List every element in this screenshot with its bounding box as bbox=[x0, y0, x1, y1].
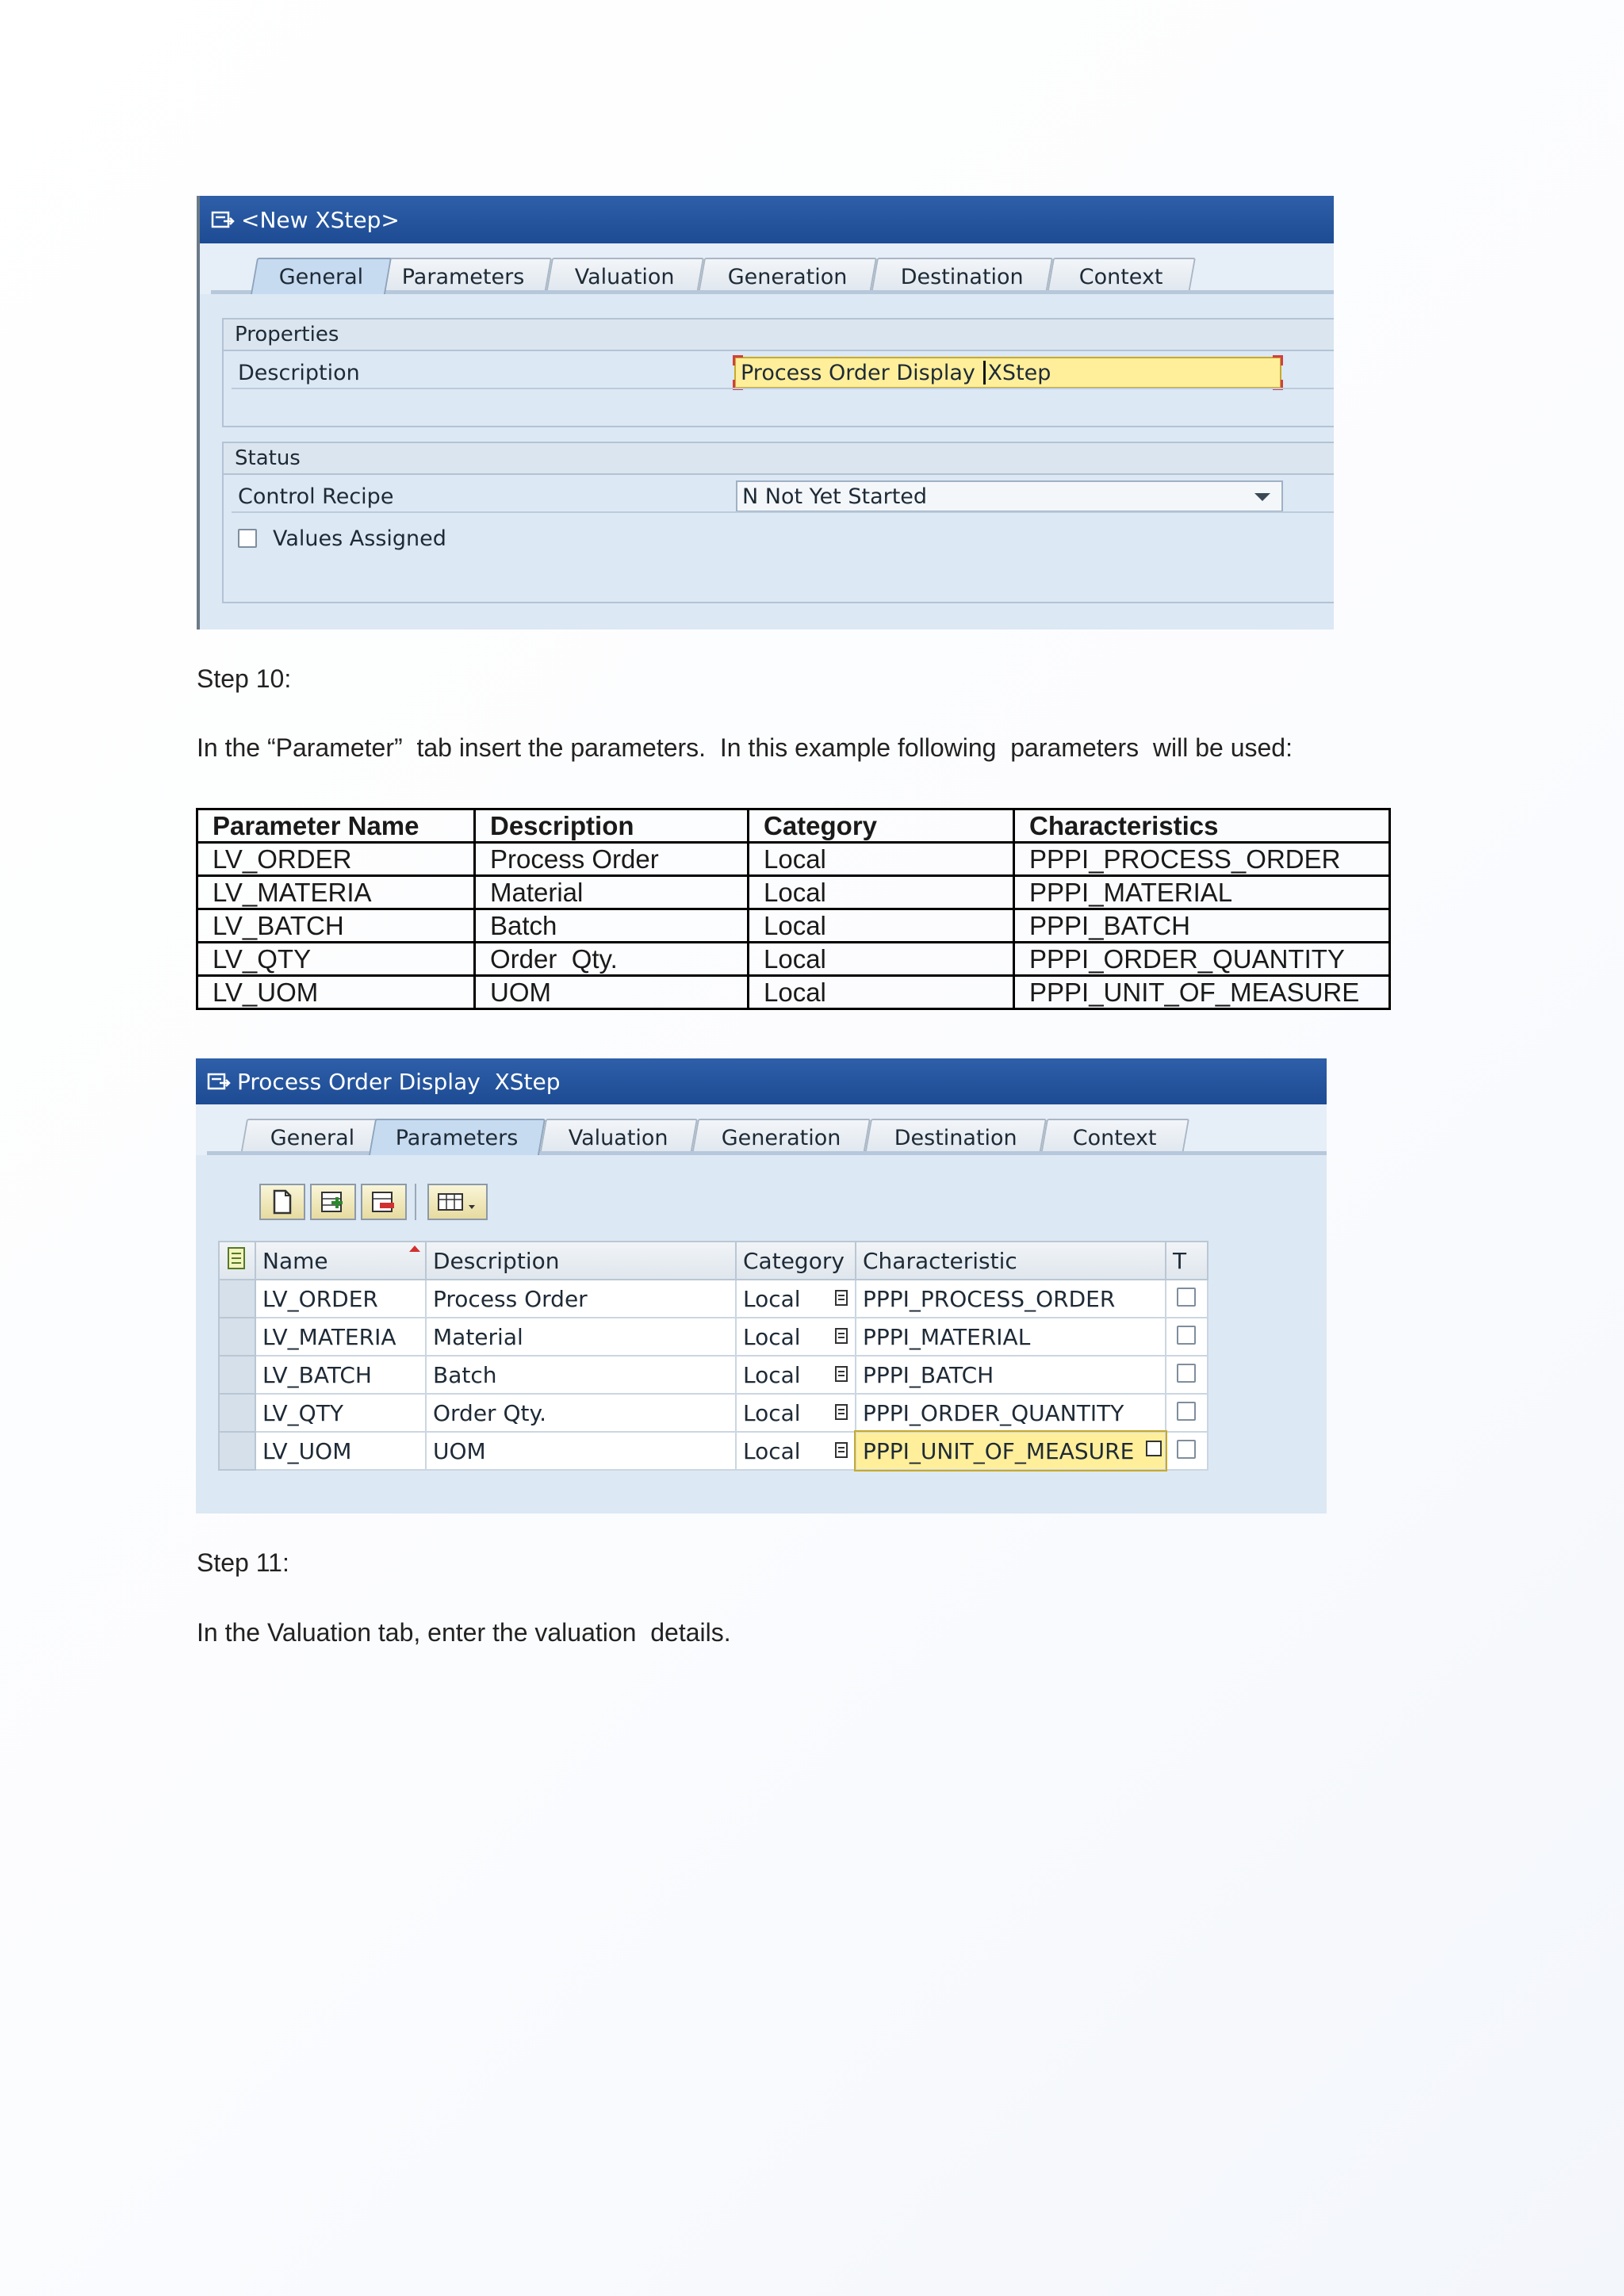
row-selector[interactable] bbox=[219, 1280, 255, 1318]
cell-characteristics: PPPI_UNIT_OF_MEASURE bbox=[1014, 976, 1390, 1009]
table-toolbar bbox=[259, 1184, 488, 1220]
cell-description[interactable]: UOM bbox=[426, 1432, 736, 1470]
row-selector[interactable] bbox=[219, 1394, 255, 1432]
category-value: Local bbox=[743, 1437, 801, 1464]
category-value: Local bbox=[743, 1285, 801, 1312]
status-group bbox=[222, 442, 1334, 603]
column-header-description[interactable]: Description bbox=[426, 1242, 736, 1280]
xstep-parameters-screenshot bbox=[196, 1058, 1327, 1513]
t-checkbox[interactable] bbox=[1177, 1402, 1196, 1421]
cell-category[interactable] bbox=[736, 1318, 856, 1356]
table-row bbox=[219, 1280, 1208, 1318]
table-row bbox=[197, 909, 1390, 943]
cell-description: Batch bbox=[475, 909, 749, 943]
window-title: <New XStep> bbox=[241, 206, 400, 233]
characteristic-value: PPPI_UNIT_OF_MEASURE bbox=[863, 1437, 1135, 1464]
new-row-button[interactable] bbox=[259, 1184, 305, 1220]
value-help-icon[interactable] bbox=[834, 1441, 848, 1459]
cell-category[interactable] bbox=[736, 1356, 856, 1394]
display-change-icon bbox=[211, 210, 235, 229]
value-help-icon[interactable] bbox=[834, 1365, 848, 1383]
cell-parameter-name: LV_UOM bbox=[197, 976, 475, 1009]
cell-description: Process Order bbox=[475, 843, 749, 876]
row-selector[interactable] bbox=[219, 1356, 255, 1394]
t-checkbox[interactable] bbox=[1177, 1326, 1196, 1345]
cell-parameter-name: LV_ORDER bbox=[197, 843, 475, 876]
header-category: Category bbox=[749, 809, 1014, 843]
window-titlebar bbox=[200, 196, 1334, 243]
cell-category: Local bbox=[749, 843, 1014, 876]
xstep-general-screenshot bbox=[197, 196, 1334, 629]
header-parameter-name: Parameter Name bbox=[197, 809, 475, 843]
description-text-before-cursor: Process Order Display bbox=[741, 360, 982, 385]
cell-characteristic[interactable]: PPPI_BATCH bbox=[856, 1356, 1166, 1394]
cell-parameter-name: LV_BATCH bbox=[197, 909, 475, 943]
tab-destination[interactable]: Destination bbox=[864, 1119, 1047, 1155]
delete-row-icon bbox=[370, 1189, 397, 1215]
delete-row-button[interactable] bbox=[361, 1184, 407, 1220]
status-group-title: Status bbox=[224, 443, 1334, 475]
step-10-text: In the “Parameter” tab insert the parameters. In this example following parameters will be used: bbox=[197, 733, 1293, 762]
cell-characteristic-active[interactable] bbox=[856, 1432, 1166, 1470]
cell-name[interactable]: LV_ORDER bbox=[255, 1280, 426, 1318]
cell-characteristic[interactable]: PPPI_PROCESS_ORDER bbox=[856, 1280, 1166, 1318]
tab-valuation[interactable]: Valuation bbox=[539, 1119, 698, 1155]
cell-description[interactable]: Process Order bbox=[426, 1280, 736, 1318]
control-recipe-dropdown[interactable] bbox=[736, 480, 1283, 512]
properties-group-title: Properties bbox=[224, 320, 1334, 351]
tab-parameters[interactable]: Parameters bbox=[375, 258, 552, 294]
cell-description[interactable]: Material bbox=[426, 1318, 736, 1356]
row-selector[interactable] bbox=[219, 1318, 255, 1356]
column-header-name[interactable] bbox=[255, 1242, 426, 1280]
tab-generation[interactable]: Generation bbox=[691, 1119, 871, 1155]
cell-name[interactable]: LV_UOM bbox=[255, 1432, 426, 1470]
tab-general[interactable]: General bbox=[240, 1119, 385, 1155]
cell-description: UOM bbox=[475, 976, 749, 1009]
column-header-t[interactable]: T bbox=[1166, 1242, 1208, 1280]
values-assigned-label: Values Assigned bbox=[273, 526, 446, 551]
value-help-icon[interactable] bbox=[834, 1289, 848, 1307]
general-tab-body bbox=[211, 294, 1334, 629]
cell-name[interactable]: LV_BATCH bbox=[255, 1356, 426, 1394]
cell-t bbox=[1166, 1318, 1208, 1356]
table-row bbox=[219, 1356, 1208, 1394]
table-row bbox=[197, 843, 1390, 876]
table-header-row bbox=[219, 1242, 1208, 1280]
description-row bbox=[224, 351, 1334, 394]
table-row bbox=[197, 976, 1390, 1009]
tab-general[interactable]: General bbox=[251, 258, 392, 294]
cell-name[interactable]: LV_QTY bbox=[255, 1394, 426, 1432]
control-recipe-value: N Not Yet Started bbox=[742, 484, 928, 509]
cell-characteristics: PPPI_ORDER_QUANTITY bbox=[1014, 943, 1390, 976]
table-row bbox=[219, 1394, 1208, 1432]
description-label: Description bbox=[238, 360, 360, 385]
window-title: Process Order Display XStep bbox=[237, 1068, 561, 1095]
cell-t bbox=[1166, 1356, 1208, 1394]
cell-description[interactable]: Batch bbox=[426, 1356, 736, 1394]
cell-category[interactable] bbox=[736, 1280, 856, 1318]
table-settings-icon bbox=[435, 1189, 480, 1215]
t-checkbox[interactable] bbox=[1177, 1364, 1196, 1383]
category-value: Local bbox=[743, 1323, 801, 1350]
tab-valuation[interactable]: Valuation bbox=[546, 258, 704, 294]
table-settings-button[interactable] bbox=[427, 1184, 488, 1220]
value-help-icon[interactable] bbox=[834, 1327, 848, 1345]
cell-characteristic[interactable]: PPPI_MATERIAL bbox=[856, 1318, 1166, 1356]
table-row bbox=[219, 1318, 1208, 1356]
text-cursor bbox=[983, 361, 986, 385]
tab-context[interactable]: Context bbox=[1040, 1119, 1189, 1155]
cell-description: Material bbox=[475, 876, 749, 909]
cell-category[interactable] bbox=[736, 1432, 856, 1470]
table-row bbox=[219, 1432, 1208, 1470]
select-all-button[interactable] bbox=[219, 1242, 255, 1280]
header-characteristics: Characteristics bbox=[1014, 809, 1390, 843]
t-checkbox[interactable] bbox=[1177, 1288, 1196, 1307]
display-change-icon bbox=[207, 1072, 231, 1091]
cell-description[interactable]: Order Qty. bbox=[426, 1394, 736, 1432]
value-help-popup-icon[interactable] bbox=[1146, 1441, 1162, 1456]
column-header-characteristic[interactable]: Characteristic bbox=[856, 1242, 1166, 1280]
cell-t bbox=[1166, 1280, 1208, 1318]
step-10-heading: Step 10: bbox=[197, 664, 292, 693]
step-11-heading: Step 11: bbox=[197, 1548, 289, 1577]
row-selector[interactable] bbox=[219, 1432, 255, 1470]
cell-characteristics: PPPI_PROCESS_ORDER bbox=[1014, 843, 1390, 876]
cell-category: Local bbox=[749, 909, 1014, 943]
tabstrip bbox=[196, 1104, 1327, 1155]
cell-category[interactable] bbox=[736, 1394, 856, 1432]
toolbar-separator bbox=[415, 1184, 419, 1220]
parameters-table-control bbox=[218, 1241, 1208, 1471]
t-checkbox[interactable] bbox=[1177, 1440, 1196, 1459]
cell-parameter-name: LV_MATERIA bbox=[197, 876, 475, 909]
cell-category: Local bbox=[749, 976, 1014, 1009]
cell-description: Order Qty. bbox=[475, 943, 749, 976]
parameter-table-header bbox=[197, 809, 1390, 843]
category-value: Local bbox=[743, 1361, 801, 1388]
values-assigned-checkbox[interactable] bbox=[238, 529, 257, 548]
tab-generation[interactable]: Generation bbox=[698, 258, 877, 294]
control-recipe-label: Control Recipe bbox=[238, 484, 394, 509]
insert-row-icon bbox=[320, 1189, 347, 1215]
cell-t bbox=[1166, 1432, 1208, 1470]
tab-destination[interactable]: Destination bbox=[871, 258, 1053, 294]
select-all-icon bbox=[227, 1246, 247, 1270]
tab-parameters[interactable]: Parameters bbox=[369, 1119, 546, 1155]
step-11-text: In the Valuation tab, enter the valuation details. bbox=[197, 1618, 731, 1647]
value-help-icon[interactable] bbox=[834, 1403, 848, 1421]
insert-row-button[interactable] bbox=[310, 1184, 356, 1220]
parameter-table bbox=[196, 808, 1391, 1010]
cell-category: Local bbox=[749, 876, 1014, 909]
cell-category: Local bbox=[749, 943, 1014, 976]
header-description: Description bbox=[475, 809, 749, 843]
table-row bbox=[197, 943, 1390, 976]
cell-characteristics: PPPI_BATCH bbox=[1014, 909, 1390, 943]
cell-t bbox=[1166, 1394, 1208, 1432]
column-header-name-label: Name bbox=[262, 1247, 328, 1274]
description-input[interactable] bbox=[734, 357, 1281, 388]
tab-context[interactable]: Context bbox=[1047, 258, 1196, 294]
window-titlebar bbox=[196, 1058, 1327, 1104]
category-value: Local bbox=[743, 1399, 801, 1426]
values-assigned-row bbox=[224, 518, 1334, 559]
control-recipe-row bbox=[224, 475, 1334, 518]
cell-characteristic[interactable]: PPPI_ORDER_QUANTITY bbox=[856, 1394, 1166, 1432]
cell-parameter-name: LV_QTY bbox=[197, 943, 475, 976]
column-header-category[interactable]: Category bbox=[736, 1242, 856, 1280]
table-row bbox=[197, 876, 1390, 909]
sort-ascending-icon bbox=[409, 1246, 420, 1252]
cell-name[interactable]: LV_MATERIA bbox=[255, 1318, 426, 1356]
cell-characteristics: PPPI_MATERIAL bbox=[1014, 876, 1390, 909]
new-document-icon bbox=[271, 1189, 293, 1215]
tabstrip bbox=[200, 243, 1334, 294]
description-text-after-cursor: XStep bbox=[987, 360, 1051, 385]
properties-group bbox=[222, 318, 1334, 427]
chevron-down-icon bbox=[1254, 493, 1270, 501]
